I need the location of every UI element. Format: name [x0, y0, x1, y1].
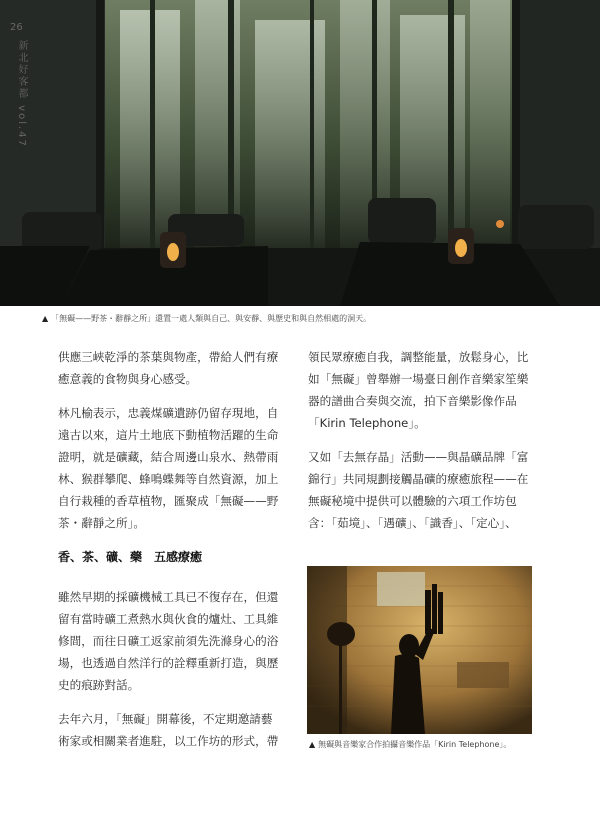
paragraph: 又如「去無存晶」活動——與晶礦品牌「富錦行」共同規劃接觸晶礦的療癒旅程——在無礙秘境中提供可以體驗的六項工作坊包含：「茹境」、「遇礦」、「識香」、「定心」、: [308, 450, 529, 530]
paragraph: 去年六月，「無礙」開幕後，不定期邀請藝術家或相關業者進駐，以工作坊的形式，帶: [58, 712, 279, 748]
hero-caption-text: 「無礙——野茶・辭靜之所」還置一處人類與自己、與安靜、與歷史和與自然相處的洞天。: [51, 314, 372, 323]
musician-photo: [307, 566, 532, 734]
photo-caption: [309, 739, 511, 750]
paragraph: 林凡榆表示，忠義煤礦遺跡仍留存現地，自遠古以來，這片土地底下動植物活躍的生命證明，就是礦藏，結合周邊山泉水、熱帶雨林、猴群攀爬、蜂鳴蝶舞等自然資源，加上自行栽種的香草植物，匯聚成「無礙——野茶・辭靜之所」。: [58, 406, 279, 530]
paragraph: 雖然早期的採礦機械工具已不復存在，但還留有當時礦工煮熱水與伙食的爐灶、工具維修間，而往日礦工返家前須先洗滌身心的浴場，也透過自然洋行的詮釋重新打造，與歷史的痕跡對話。: [58, 590, 279, 692]
right-column: [308, 346, 534, 546]
paragraph: 領民眾療癒自我，調整能量，放鬆身心，比如「無礙」曾舉辦一場臺日創作音樂家笙樂器的譜曲合奏與交流，拍下音樂影像作品「Kirin Telephone」。: [308, 350, 529, 430]
hero-caption: [42, 313, 371, 324]
hero-scene-illustration: [0, 0, 600, 306]
triangle-marker-icon: ▲: [309, 740, 316, 749]
wall-panel: [457, 662, 509, 688]
paragraph: 供應三峽乾淨的茶葉與物產，帶給人們有療癒意義的食物與身心感受。: [58, 350, 279, 386]
magazine-title-vertical: 新北好客都 vol.47: [16, 40, 27, 148]
triangle-marker-icon: ▲: [42, 314, 49, 323]
window: [377, 572, 425, 606]
musician-scene-illustration: [307, 566, 532, 734]
hero-photo: [0, 0, 600, 306]
left-column: [58, 346, 284, 764]
photo-caption-text: 無礙與音樂家合作拍攝音樂作品「Kirin Telephone」。: [318, 740, 512, 749]
page-number: 26: [10, 22, 23, 33]
section-heading: 香、茶、礦、藥 五感療癒: [58, 550, 203, 564]
